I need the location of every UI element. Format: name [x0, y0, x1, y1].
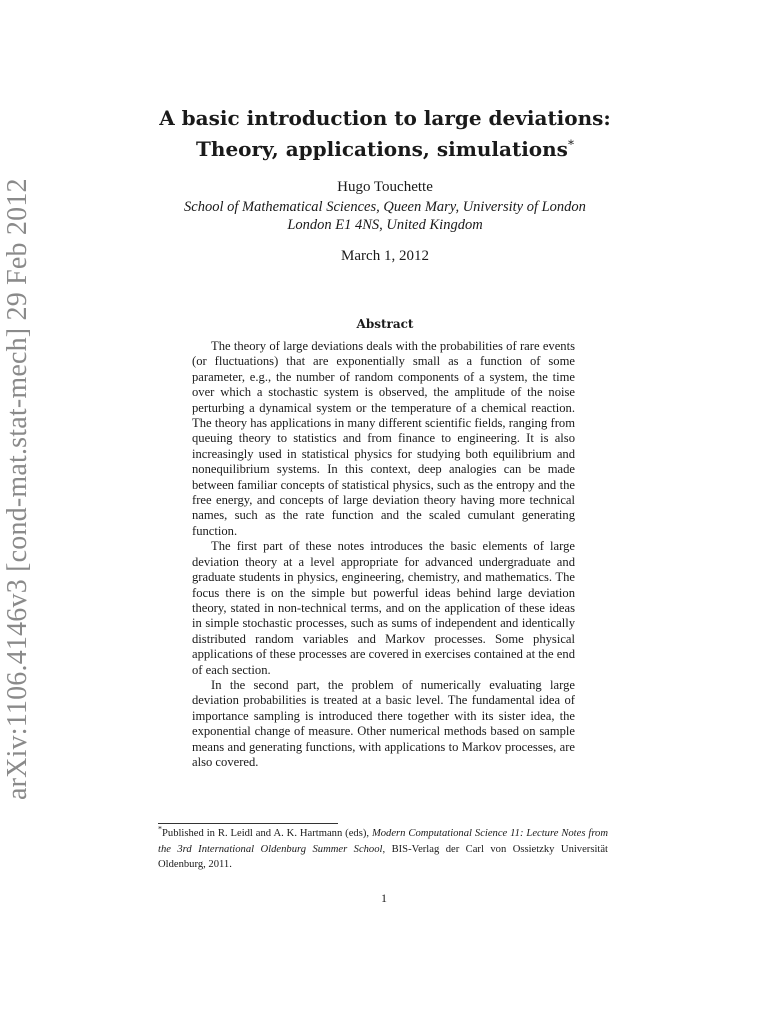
page-number: 1: [381, 891, 387, 905]
footnote: [158, 826, 608, 873]
footnote-divider: [158, 823, 338, 824]
abstract-paragraph: The first part of these notes introduces the basic elements of large deviation theory at a level appropriate for advanced undergraduate and graduate students in physics, engineering, chemistry, and mathematics. The focus there is on the simple but powerful ideas behind large deviation theory, stated in non-technical terms, and on the application of these ideas in simple stochastic processes, such as sums of independent and identically distributed random variables and Markov processes. Some physical applications of these processes are covered in exercises contained at the end of each section.: [192, 539, 575, 677]
title-line-2: Theory, applications, simulations: [196, 137, 568, 161]
footnote-mark: *: [158, 824, 162, 834]
affiliation-line-1: School of Mathematical Sciences, Queen Mary, University of London: [184, 199, 586, 215]
title-footnote-mark: *: [567, 137, 574, 152]
arxiv-identifier-stamp: arXiv:1106.4146v3 [cond-mat.stat-mech] 29 Feb 2012: [2, 178, 33, 800]
paper-date: March 1, 2012: [341, 248, 429, 264]
title-line-1: A basic introduction to large deviations:: [159, 106, 611, 130]
abstract-heading: Abstract: [356, 317, 414, 331]
abstract-paragraph: In the second part, the problem of numerically evaluating large deviation probabilities is treated at a basic level. The fundamental idea of importance sampling is introduced there together with its sister idea, the exponential change of measure. Other numerical methods based on sample means and generating functions, with applications to Markov processes, are also covered.: [192, 677, 575, 769]
footnote-text-after: , BIS-Verlag der Carl von Ossietzky Universität Oldenburg, 2011.: [158, 843, 608, 870]
affiliation-line-2: London E1 4NS, United Kingdom: [287, 217, 483, 233]
author-name: Hugo Touchette: [337, 179, 433, 195]
author-affiliation: [120, 198, 650, 234]
footnote-text-before: Published in R. Leidl and A. K. Hartmann (eds),: [162, 828, 372, 839]
paper-title: [140, 103, 630, 165]
abstract-body: [192, 339, 575, 770]
footnote-book-title: Modern Computational Science 11: Lecture Notes from the 3rd International Oldenburg Summer School: [158, 828, 608, 855]
abstract-paragraph: The theory of large deviations deals with the probabilities of rare events (or fluctuations) that are exponentially small as a function of some parameter, e.g., the number of random components of a system, the time over which a stochastic system is observed, the amplitude of the noise perturbing a dynamical system or the temperature of a chemical reaction. The theory has applications in many different scientific fields, ranging from queuing theory to statistics and from finance to engineering. It is also increasingly used in statistical physics for studying both equilibrium and nonequilibrium systems. In this context, deep analogies can be made between familiar concepts of statistical physics, such as the entropy and the free energy, and concepts of large deviation theory having more technical names, such as the rate function and the scaled cumulant generating function.: [192, 339, 575, 538]
